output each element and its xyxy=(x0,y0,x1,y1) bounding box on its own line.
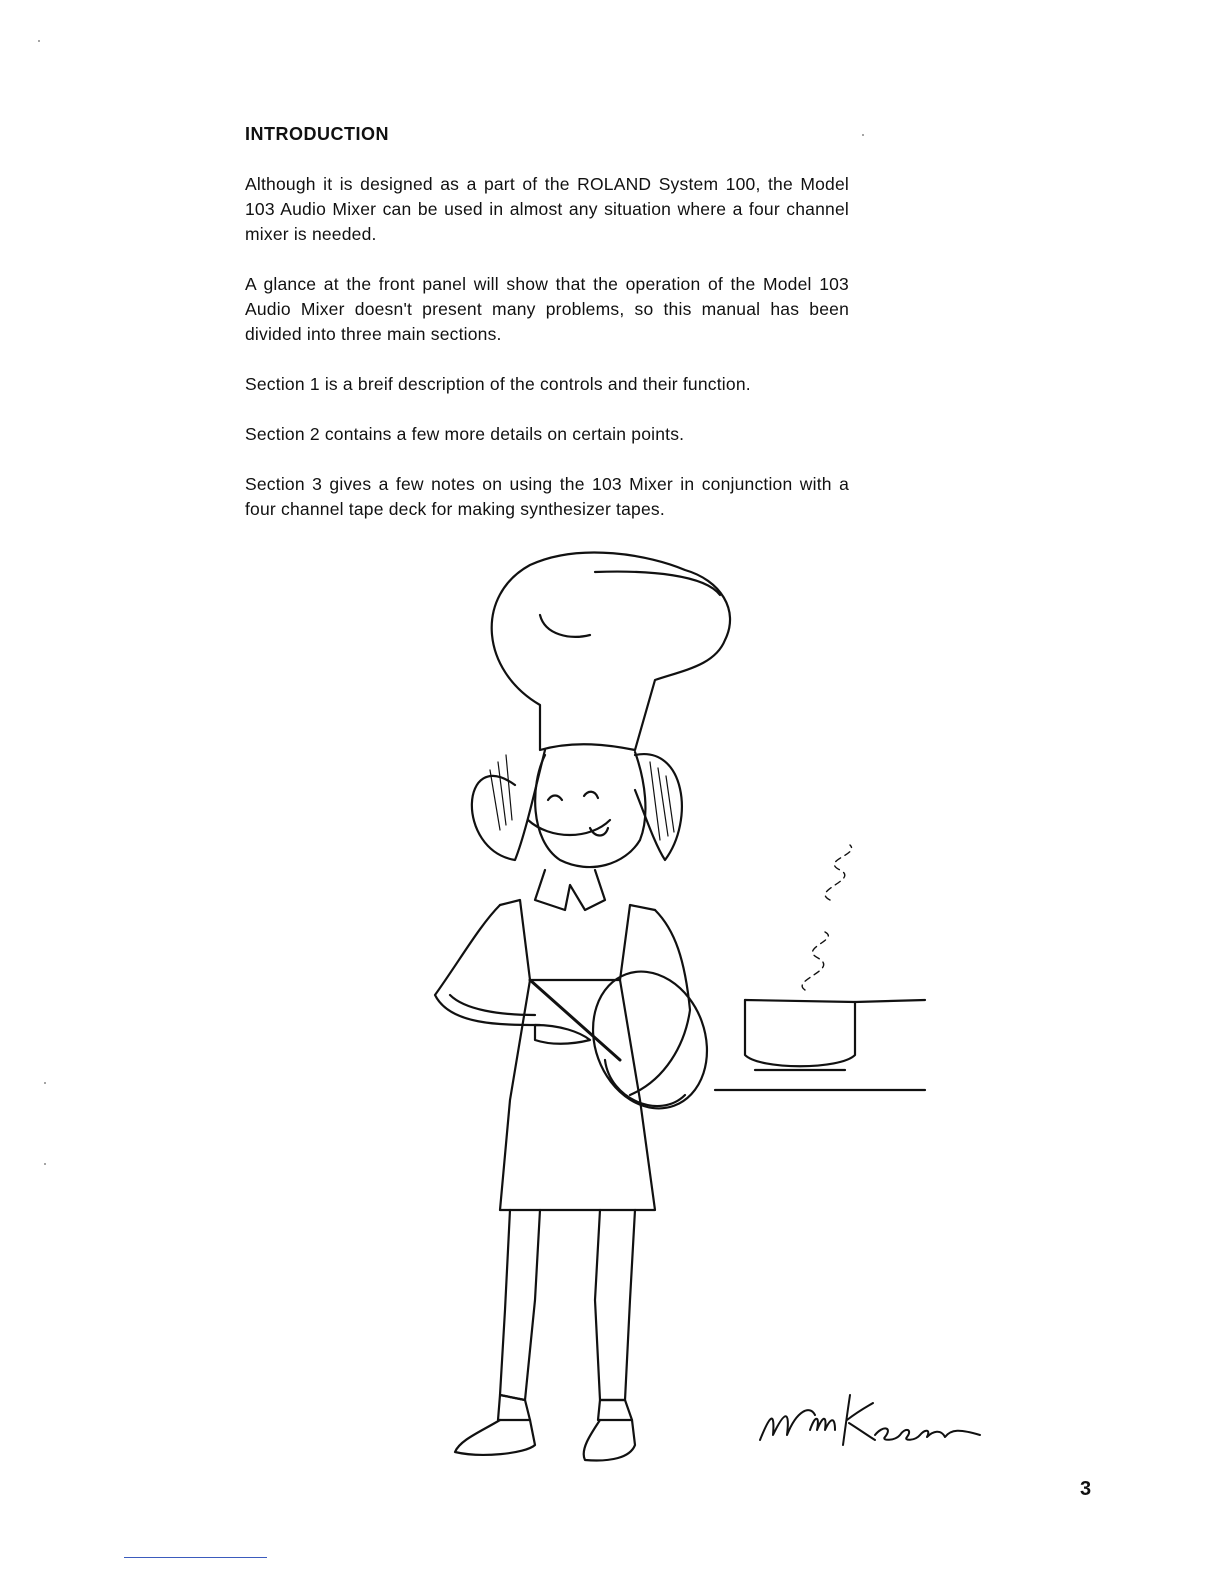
paragraph-front-panel: A glance at the front panel will show that the operation of the Model 103 Audio Mixer doesn't present many problems, so this manual has been divided into three main sections. xyxy=(245,274,849,344)
paragraph-overview: Although it is designed as a part of the ROLAND System 100, the Model 103 Audio Mixer can be used in almost any situation where a four channel mixer is needed. xyxy=(245,174,849,244)
scan-speck xyxy=(38,40,40,42)
paragraph-section-1: Section 1 is a breif description of the controls and their function. xyxy=(245,374,751,394)
scan-speck xyxy=(44,1082,46,1084)
introduction-section xyxy=(245,122,849,547)
page-number: 3 xyxy=(1080,1478,1092,1500)
section-heading: INTRODUCTION xyxy=(245,124,389,144)
scan-speck xyxy=(862,134,864,136)
paragraph-section-3: Section 3 gives a few notes on using the 103 Mixer in conjunction with a four channel tape deck for making synthesizer tapes. xyxy=(245,474,849,519)
artist-signature xyxy=(755,1385,985,1455)
chef-illustration xyxy=(420,540,980,1480)
footer-rule xyxy=(124,1557,267,1558)
paragraph-section-2: Section 2 contains a few more details on certain points. xyxy=(245,424,685,444)
scan-speck xyxy=(44,1163,46,1165)
